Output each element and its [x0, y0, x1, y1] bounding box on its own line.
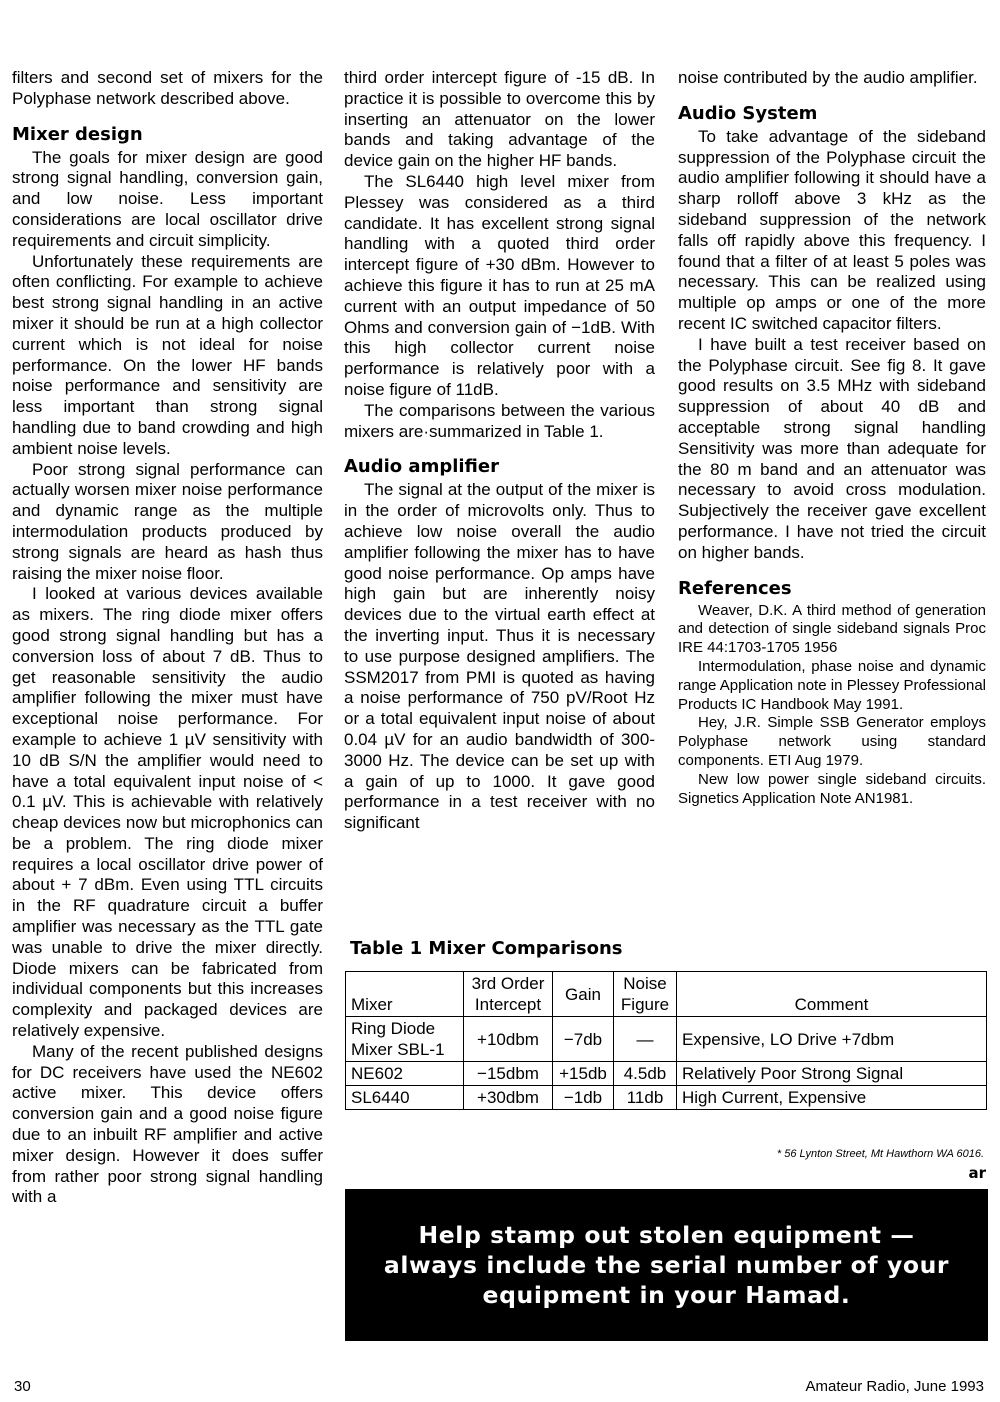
table-cell: Expensive, LO Drive +7dbm: [677, 1017, 987, 1062]
paragraph: The signal at the output of the mixer is in the order of microvolts only. Thus to achieve low noise overall the audio amplifier following the mixer has to have good noise performance. Op amps have high gain but are inherently noisy devices due to the virtual earth effect at the inverting input. Thus it is necessary to use purpose designed amplifiers. The SSM2017 from PMI is quoted as having a noise performance of 750 pV/Root Hz or a total equivalent input noise of about 0.04 µV for an audio bandwidth of 300-3000 Hz. The device can be set up with a gain of up to 1000. It gave good performance in a test receiver with no significant: [344, 480, 655, 833]
paragraph: I have built a test receiver based on the Polyphase circuit. See fig 8. It gave good results on 3.5 MHz with sideband suppression of about 40 dB and acceptable strong signal handling Sensitivity was more than adequate for the 80 m band and an attenuator was necessary to avoid cross modulation. Subjectively the receiver gave excellent performance. I have not tried the circuit on higher bands.: [678, 334, 986, 562]
page-number: 30: [14, 1378, 31, 1395]
column-2: [344, 68, 655, 834]
paragraph: To take advantage of the sideband suppression of the Polyphase circuit the audio amplifier following it should have a sharp rolloff above 3 kHz as the sideband suppression of the network falls off rapidly above this frequency. I found that a filter of at least 5 poles was necessary. This can be realized using multiple op amps or one of the more recent IC switched capacitor filters.: [678, 126, 986, 333]
table-row: [346, 1062, 987, 1086]
banner-line: Help stamp out stolen equipment —: [418, 1221, 915, 1249]
table-header-cell: Comment: [677, 972, 987, 1017]
table-cell: 11db: [614, 1086, 677, 1110]
table-cell: +15db: [553, 1062, 614, 1086]
paragraph: The goals for mixer design are good strong signal handling, conversion gain, and low noise. Less important considerations are local oscillator drive requirements and circuit simplicity.: [12, 147, 323, 250]
paragraph: Poor strong signal performance can actually worsen mixer noise performance and dynamic range as the multiple intermodulation products produced by strong signals are heard as hash thus raising the mixer noise floor.: [12, 459, 323, 583]
banner-text: [384, 1220, 949, 1310]
table-cell: −7db: [553, 1017, 614, 1062]
stolen-equipment-banner: [345, 1189, 988, 1341]
table-cell: +10dbm: [464, 1017, 553, 1062]
table-cell: −15dbm: [464, 1062, 553, 1086]
paragraph: The comparisons between the various mixers are·summarized in Table 1.: [344, 400, 655, 441]
reference-item: Weaver, D.K. A third method of generation and detection of single sideband signals Proc IRE 44:1703-1705 1956: [678, 601, 986, 657]
publication-info: Amateur Radio, June 1993: [805, 1378, 984, 1395]
table-row: [346, 1086, 987, 1110]
end-mark: ar: [968, 1164, 986, 1182]
paragraph: Many of the recent published designs for DC receivers have used the NE602 active mixer. This device offers conversion gain and a good noise figure due to an inbuilt RF amplifier and active mixer design. However it does suffer from rather poor strong signal handling with a: [12, 1041, 323, 1207]
reference-item: Intermodulation, phase noise and dynamic range Application note in Plessey Professional Products IC Handbook May 1991.: [678, 657, 986, 713]
paragraph: noise contributed by the audio amplifier.: [678, 68, 978, 87]
paragraph: The SL6440 high level mixer from Plessey was considered as a third candidate. It has excellent strong signal handling with a quoted third order intercept figure of +30 dBm. However to achieve this figure it has to run at 25 mA current with an output impedance of 50 Ohms and conversion gain of −1dB. With this high collector current noise performance is relatively poor with a noise figure of 11dB.: [344, 171, 655, 399]
table-header-cell: Mixer: [346, 972, 464, 1017]
paragraph: Unfortunately these requirements are often conflicting. For example to achieve best strong signal handling in an active mixer it should be run at a high collector current which is not ideal for noise performance. On the lower HF bands noise performance and sensitivity are less important than strong signal handling due to band crowding and high ambient noise levels.: [12, 251, 323, 458]
table-cell: SL6440: [346, 1086, 464, 1110]
table-cell: High Current, Expensive: [677, 1086, 987, 1110]
references-list: [678, 602, 986, 809]
column-3: [678, 68, 986, 808]
column-1: [12, 68, 323, 1208]
mixer-comparison-table: [345, 971, 987, 1110]
section-heading-audio-system: Audio System: [678, 102, 818, 124]
section-heading-references: References: [678, 577, 792, 599]
table-header-cell: Noise Figure: [614, 972, 677, 1017]
table-cell: −1db: [553, 1086, 614, 1110]
paragraph: third order intercept figure of -15 dB. In practice it is possible to overcome this by inserting an attenuator on the lower bands and taking advantage of the device gain on the higher HF bands.: [344, 68, 655, 171]
table-cell: Relatively Poor Strong Signal: [677, 1062, 987, 1086]
table-cell: NE602: [346, 1062, 464, 1086]
section-heading-audio-amplifier: Audio amplifier: [344, 456, 499, 478]
section-heading-mixer-design: Mixer design: [12, 123, 143, 145]
paragraph: I looked at various devices available as mixers. The ring diode mixer offers good strong signal handling but has a conversion loss of about 7 dB. Thus to get reasonable sensitivity the audio amplifier following the mixer must have exceptional noise performance. For example to achieve 1 µV sensitivity with 10 dB S/N the amplifier would need to have a total equivalent input noise of < 0.1 µV. This is achievable with relatively cheap devices now but microphonics can be a problem. The ring diode mixer requires a local oscillator drive power of about + 7 dBm. Even using TTL circuits in the RF quadrature circuit a buffer amplifier was necessary as the TTL gate was unable to drive the mixer directly. Diode mixers can be fabricated from individual components but this increases complexity and packaged devices are relatively expensive.: [12, 584, 323, 1041]
table-title: Table 1 Mixer Comparisons: [350, 938, 623, 959]
table-row: [346, 1017, 987, 1062]
banner-line: always include the serial number of your: [383, 1251, 950, 1279]
paragraph: filters and second set of mixers for the Polyphase network described above.: [12, 68, 323, 108]
table-cell: +30dbm: [464, 1086, 553, 1110]
table-cell: Ring Diode Mixer SBL-1: [346, 1017, 464, 1062]
table-header-cell: 3rd Order Intercept: [464, 972, 553, 1017]
reference-item: Hey, J.R. Simple SSB Generator employs Polyphase network using standard components. ETI Aug 1979.: [678, 714, 986, 769]
table-header-row: [346, 972, 987, 1017]
banner-line: equipment in your Hamad.: [482, 1281, 851, 1309]
table-cell: 4.5db: [614, 1062, 677, 1086]
reference-item: New low power single sideband circuits. Signetics Application Note AN1981.: [678, 770, 986, 807]
table-cell: —: [614, 1017, 677, 1062]
table-header-cell: Gain: [553, 972, 614, 1017]
author-address-footnote: * 56 Lynton Street, Mt Hawthorn WA 6016.: [776, 1148, 984, 1160]
